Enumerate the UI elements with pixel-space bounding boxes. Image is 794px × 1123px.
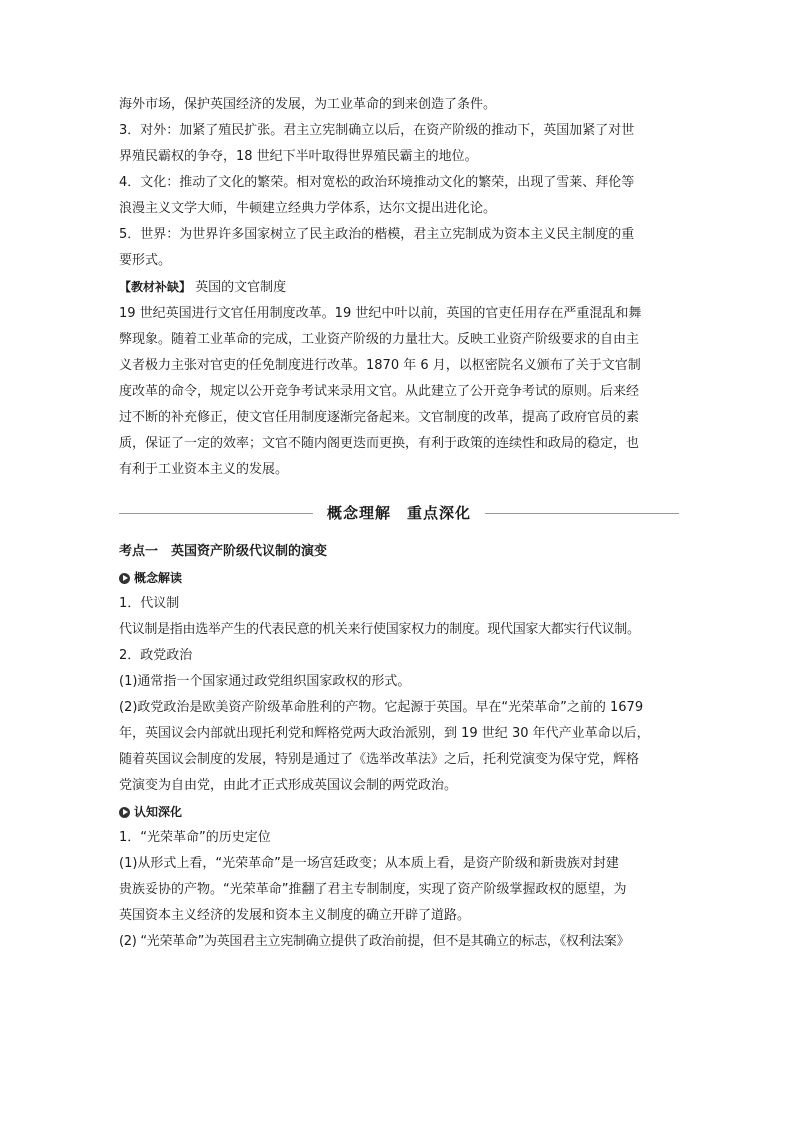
concept-1-title: 1．代议制 bbox=[119, 596, 180, 611]
paragraph-market: 海外市场，保护英国经济的发展，为工业革命的到来创造了条件。 bbox=[119, 97, 497, 112]
supplement-line-3: 义者极力主张对官吏的任免制度进行改革。1870 年 6 月，以枢密院名义颁布了关于文官制 bbox=[119, 358, 641, 373]
concept-2-point-2-line-4: 党演变为自由党，由此才正式形成英国议会制的两党政治。 bbox=[119, 778, 458, 793]
supplement-line-6: 质，保证了一定的效率；文官不随内阁更迭而更换，有利于政策的连续性和政局的稳定，也 bbox=[119, 436, 640, 451]
supplement-title: 英国的文官制度 bbox=[195, 280, 287, 295]
document-body bbox=[119, 92, 679, 955]
concept-1-text: 代议制是指由选举产生的代表民意的机关来行使国家权力的制度。现代国家大都实行代议制。 bbox=[119, 622, 640, 637]
supplement-line-4: 度改革的命令，规定以公开竞争考试来录用文官。从此建立了公开竞争考试的原则。后来经 bbox=[119, 384, 640, 399]
divider-line-left bbox=[119, 513, 313, 514]
item-4-line-1: 4．文化：推动了文化的繁荣。相对宽松的政治环境推动文化的繁荣，出现了雪莱、拜伦等 bbox=[119, 175, 635, 190]
deepen-1-point-1-line-1: (1)从形式上看，“光荣革命”是一场宫廷政变；从本质上看，是资产阶级和新贵族对封建 bbox=[119, 856, 619, 871]
deepen-subheading-label: 认知深化 bbox=[134, 805, 183, 819]
supplement-heading bbox=[119, 274, 679, 301]
supplement-line-5: 过不断的补充修正，使文官任用制度逐渐完备起来。文官制度的改革，提高了政府官员的素 bbox=[119, 410, 640, 425]
play-circle-icon bbox=[119, 807, 130, 818]
concept-2-point-1: (1)通常指一个国家通过政党组织国家政权的形式。 bbox=[119, 674, 411, 689]
item-5-line-1: 5．世界：为世界许多国家树立了民主政治的楷模，君主立宪制成为资本主义民主制度的重 bbox=[119, 227, 635, 242]
deepen-1-title: 1．“光荣革命”的历史定位 bbox=[119, 830, 271, 845]
concept-2-point-2-line-1: (2)政党政治是欧美资产阶级革命胜利的产物。它起源于英国。早在“光荣革命”之前的 1679 bbox=[119, 700, 644, 715]
concept-2-point-2-line-2: 年，英国议会内部就出现托利党和辉格党两大政治派别，到 19 世纪 30 年代产业革命以后， bbox=[119, 726, 650, 741]
divider-line-right bbox=[485, 513, 679, 514]
deepen-1-point-1-line-2: 贵族妥协的产物。“光荣革命”推翻了君主专制制度，实现了资产阶级掌握政权的愿望，为 bbox=[119, 882, 627, 897]
supplement-line-7: 有利于工业资本主义的发展。 bbox=[119, 462, 289, 477]
item-5-line-2: 要形式。 bbox=[119, 253, 172, 268]
concept-subheading-label: 概念解读 bbox=[134, 571, 183, 585]
deepen-1-point-2: (2) “光荣革命”为英国君主立宪制确立提供了政治前提，但不是其确立的标志，《权利法案》 bbox=[119, 934, 630, 949]
item-4-line-2: 浪漫主义文学大师，牛顿建立经典力学体系，达尔文提出进化论。 bbox=[119, 201, 497, 216]
concept-subheading bbox=[119, 565, 679, 591]
deepen-1-point-1-line-3: 英国资本主义经济的发展和资本主义制度的确立开辟了道路。 bbox=[119, 908, 471, 923]
item-3-line-1: 3．对外：加紧了殖民扩张。君主立宪制确立以后，在资产阶级的推动下，英国加紧了对世 bbox=[119, 123, 635, 138]
concept-2-point-2-line-3: 随着英国议会制度的发展，特别是通过了《选举改革法》之后，托利党演变为保守党，辉格 bbox=[119, 752, 640, 767]
item-3-line-2: 界殖民霸权的争夺，18 世纪下半叶取得世界殖民霸主的地位。 bbox=[119, 149, 478, 164]
supplement-line-2: 弊现象。随着工业革命的完成，工业资产阶级的力量壮大。反映工业资产阶级要求的自由主 bbox=[119, 332, 640, 347]
play-circle-icon bbox=[119, 573, 130, 584]
section-title: 概念理解 重点深化 bbox=[327, 504, 472, 522]
section-divider bbox=[119, 501, 679, 525]
kaodian-title: 考点一 英国资产阶级代议制的演变 bbox=[119, 544, 328, 559]
supplement-tag: 【教材补缺】 bbox=[119, 280, 192, 294]
supplement-line-1: 19 世纪英国进行文官任用制度改革。19 世纪中叶以前，英国的官吏任用存在严重混乱和舞 bbox=[119, 306, 642, 321]
deepen-subheading bbox=[119, 799, 679, 825]
concept-2-title: 2．政党政治 bbox=[119, 648, 193, 663]
